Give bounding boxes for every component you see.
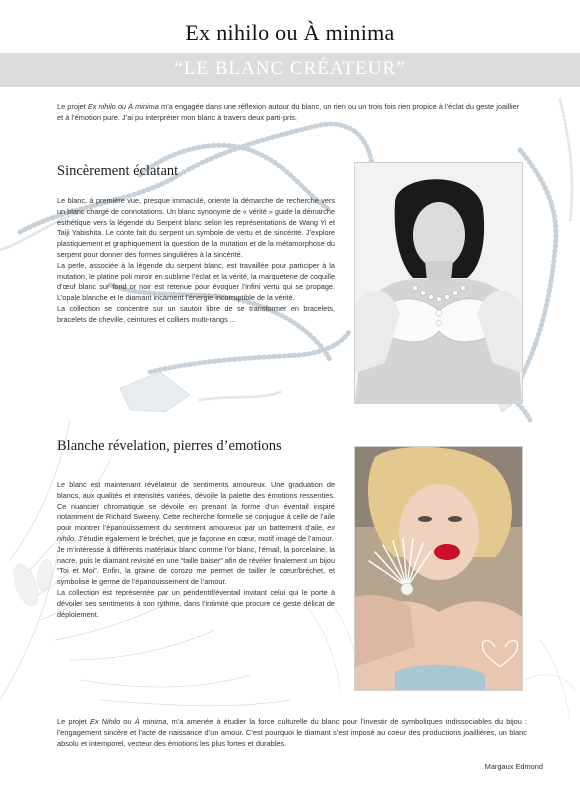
section2-body	[57, 480, 335, 620]
author-signature: Margaux Edmond	[484, 762, 543, 771]
section2-paragraph-1	[57, 480, 335, 545]
section2-paragraph-1-text: Le blanc est maintenant révélateur de sentiments amoureux. Une graduation de blancs, aux qualités et intensités variées, dévoile la palette des émotions ressenties. Ce nuancier chromatique se dévoile en prenant la forme d’un éventail inspiré notamment de Richard Sweeny. Cette recherche formelle se conjugue à celle de l’aile pour montrer l’épanouissement du sentiment amoureux par un battement d’aile,	[57, 480, 335, 533]
portrait-photo-color	[354, 446, 523, 691]
intro-text-start: Le projet	[57, 102, 88, 111]
section1-paragraph-2: La perle, associée à la légende du serpent blanc, est travaillée pour participer à la mutation, le platine poli miroir en sublime l’éclat et la vérité, la marqueterie de coquille d’œuf blanc sur fond or noir est retenue pour évoquer l’infini vertu qui se propage. L’opale blanche et le diamant incarnent l’énergie incorruptible de la vérité.	[57, 260, 335, 303]
intro-paragraph	[57, 101, 527, 123]
section2-paragraph-3: La collection est représentée par un pendentif/éventail invitant celui qui le porte à dévoiler ses sentiments à son rythme, dans l’intimité que procure ce geste délicat de déploiement.	[57, 587, 335, 619]
intro-project-name: Ex nihilo ou À minima	[87, 102, 159, 111]
page-subtitle: “LE BLANC CRÉATEUR”	[174, 58, 406, 79]
section2-heading: Blanche révelation, pierres d’emotions	[57, 438, 282, 454]
conclusion-paragraph	[57, 716, 527, 749]
portrait-photo-bw	[354, 162, 523, 404]
section1-body	[57, 196, 335, 326]
section2-emphasis: ex nihilo	[57, 523, 335, 543]
intro-text-end: m’a engagée dans une réflexion autour du blanc, un rien ou un trois fois rien propice à l’éclat du geste joaillier et à l’émotion pure. J’ai pu interpréter mon blanc à travers deux parti-pris.	[57, 102, 520, 122]
section1-paragraph-3: La collection se concentre sur un sautoir libre de se transformer en bracelets, bracelets de cheville, ceintures et colliers multi-rangs ...	[57, 303, 335, 324]
conclusion-text-end: , m’a amenée à étudier la force culturelle du blanc pour l’investir de symboliques indissociables du bijou : l’engagement sincère et l’acte de naissance d’un amour. C’est pourquoi le diamant s’est imposé au coeur des productions joaillières, un blanc absolu et intemporel, vecteur des émotions les plus fortes et durables.	[57, 717, 527, 748]
conclusion-project-name: Ex Nihilo ou À minima	[89, 717, 167, 726]
section1-heading: Sincèrement éclatant	[57, 163, 179, 179]
section1-paragraph-1: Le blanc, à première vue, presque immaculé, oriente la démarche de recherche vers un blanc chargé de connotations. Un blanc synonyme de « vérité » guide la démarche esthétique vers la légende du Serpent blanc selon les représentations de Wang Yi et Taiji Yabishita. Le conte fait du serpent un symbole de vertu et de sincérité. J’explore plastiquement et graphiquement la question de la mutation et de la métamorphose du serpent pour donner des formes singulières à la sincérité.	[57, 196, 335, 259]
conclusion-text-start: Le projet	[57, 717, 90, 726]
page-title: Ex nihilo ou À minima	[185, 20, 395, 45]
section2-paragraph-1-end: . J’étudie également le bréchet, que je façonne en cœur, motif imagé de l’amour.	[74, 533, 334, 543]
section2-paragraph-2: Je m’intéresse à différents matériaux blanc comme l’or blanc, l’émail, la porcelaine, la nacre, puis le diamant revisité en une “taille baiser” afin de révéler finalement un bijou “Toi et Moi”. Enfin, la graine de corozo me permet de tailler le cœur/bréchet, et symbolise le germe de l’épanouissement de l’amour.	[57, 544, 335, 587]
